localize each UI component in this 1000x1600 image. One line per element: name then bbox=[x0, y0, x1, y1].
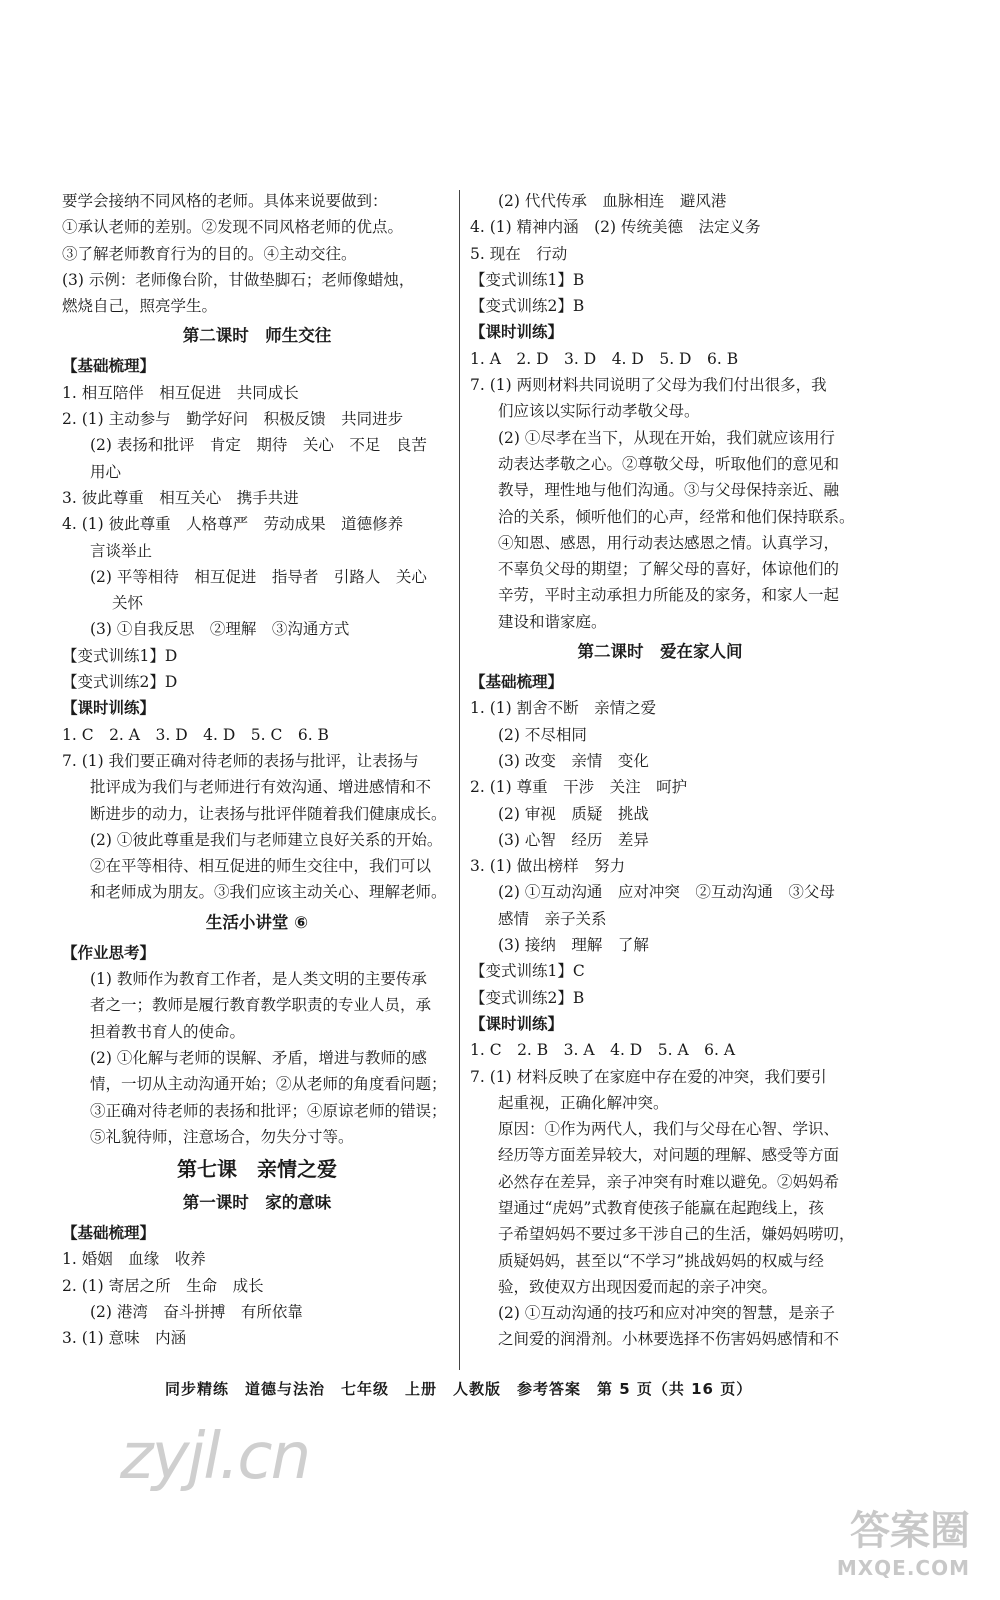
section-tag: 【基础梳理】 bbox=[62, 1224, 156, 1243]
section-heading: 第七课 亲情之爱 bbox=[177, 1157, 337, 1182]
watermark-logo: 答案圈 bbox=[850, 1508, 970, 1554]
text-line: ①承认老师的差别。②发现不同风格老师的优点。 bbox=[62, 218, 404, 237]
text-line: 不辜负父母的期望；了解父母的喜好，体谅他们的 bbox=[498, 560, 840, 579]
watermark-zyjl: zyjl.cn bbox=[120, 1420, 310, 1494]
text-line: (2) ①互动沟通的技巧和应对冲突的智慧，是亲子 bbox=[498, 1304, 835, 1323]
text-line: 1. 婚姻 血缘 收养 bbox=[62, 1250, 206, 1269]
text-line: (3) ①自我反思 ②理解 ③沟通方式 bbox=[90, 620, 350, 639]
text-line: 【变式训练1】D bbox=[62, 646, 178, 665]
text-line: (2) ①尽孝在当下，从现在开始，我们就应该用行 bbox=[498, 428, 835, 447]
text-line: 关怀 bbox=[112, 594, 144, 613]
section-tag: 【课时训练】 bbox=[62, 699, 156, 718]
text-line: 辛劳，平时主动承担力所能及的家务，和家人一起 bbox=[498, 586, 840, 605]
right-column bbox=[470, 188, 855, 1353]
text-line: (2) 平等相待 相互促进 指导者 引路人 关心 bbox=[90, 567, 427, 586]
text-line: (3) 心智 经历 差异 bbox=[498, 830, 649, 849]
section-heading: 第二课时 师生交往 bbox=[182, 326, 332, 346]
text-line: 【变式训练1】B bbox=[470, 270, 585, 289]
text-line: 建设和谐家庭。 bbox=[498, 612, 607, 631]
text-line: (2) ①彼此尊重是我们与老师建立良好关系的开始。 bbox=[90, 830, 443, 849]
watermark-url: MXQE.COM bbox=[836, 1556, 970, 1580]
text-line: 5. 现在 行动 bbox=[470, 244, 568, 263]
text-line: 1. C 2. A 3. D 4. D 5. C 6. B bbox=[62, 725, 329, 744]
text-line: 验，致使双方出现因爱而起的亲子冲突。 bbox=[498, 1277, 778, 1296]
text-line: 4. (1) 精神内涵 (2) 传统美德 法定义务 bbox=[470, 218, 761, 237]
text-line: 1. (1) 割舍不断 亲情之爱 bbox=[470, 699, 657, 718]
text-line: ②在平等相待、相互促进的师生交往中，我们可以 bbox=[90, 857, 432, 876]
section-heading: 第二课时 爱在家人间 bbox=[577, 642, 743, 662]
text-line: 【变式训练2】D bbox=[62, 673, 178, 692]
text-line: (3) 接纳 理解 了解 bbox=[498, 936, 649, 955]
text-line: (1) 教师作为教育工作者，是人类文明的主要传承 bbox=[90, 970, 427, 989]
section-tag: 【课时训练】 bbox=[470, 323, 564, 342]
text-line: (3) 示例：老师像台阶，甘做垫脚石；老师像蜡烛， bbox=[62, 270, 415, 289]
text-line: 【变式训练1】C bbox=[470, 962, 585, 981]
text-line: ③了解老师教育行为的目的。④主动交往。 bbox=[62, 244, 357, 263]
text-line: ⑤礼貌待师，注意场合，勿失分寸等。 bbox=[90, 1127, 354, 1146]
text-line: 批评成为我们与老师进行有效沟通、增进感情和不 bbox=[90, 778, 432, 797]
text-line: ③正确对待老师的表扬和批评；④原谅老师的错误； bbox=[90, 1101, 447, 1120]
text-line: 1. C 2. B 3. A 4. D 5. A 6. A bbox=[470, 1041, 736, 1060]
text-line: 望通过“虎妈”式教育使孩子能赢在起跑线上，孩 bbox=[498, 1198, 824, 1217]
text-line: 要学会接纳不同风格的老师。具体来说要做到： bbox=[62, 192, 388, 210]
text-line: 断进步的动力，让表扬与批评伴随着我们健康成长。 bbox=[90, 804, 447, 823]
text-line: 7. (1) 我们要正确对待老师的表扬与批评，让表扬与 bbox=[62, 751, 419, 770]
text-line: 1. A 2. D 3. D 4. D 5. D 6. B bbox=[470, 349, 739, 368]
text-line: (2) 不尽相同 bbox=[498, 725, 587, 744]
section-tag: 【基础梳理】 bbox=[62, 357, 156, 376]
text-line: 洽的关系，倾听他们的心声，经常和他们保持联系。 bbox=[498, 507, 855, 526]
text-line: (2) ①化解与老师的误解、矛盾，增进与教师的感 bbox=[90, 1048, 427, 1067]
text-line: 7. (1) 两则材料共同说明了父母为我们付出很多，我 bbox=[470, 376, 827, 395]
section-tag: 【课时训练】 bbox=[470, 1014, 564, 1033]
text-line: 之间爱的润滑剂。小林要选择不伤害妈妈感情和不 bbox=[498, 1330, 840, 1349]
section-tag: 【基础梳理】 bbox=[470, 673, 564, 692]
section-tag: 【作业思考】 bbox=[62, 943, 156, 962]
text-line: (2) 审视 质疑 挑战 bbox=[498, 804, 649, 823]
text-line: 和老师成为朋友。③我们应该主动关心、理解老师。 bbox=[90, 883, 447, 902]
text-line: 3. (1) 做出榜样 努力 bbox=[470, 857, 626, 876]
text-line: 用心 bbox=[90, 462, 122, 481]
text-line: 们应该以实际行动孝敬父母。 bbox=[498, 402, 700, 421]
text-line: (2) 表扬和批评 肯定 期待 关心 不足 良苦 bbox=[90, 436, 427, 455]
text-line: 2. (1) 寄居之所 生命 成长 bbox=[62, 1276, 264, 1295]
text-line: 3. (1) 意味 内涵 bbox=[62, 1329, 187, 1348]
left-column bbox=[62, 188, 452, 1352]
text-line: 担着教书育人的使命。 bbox=[90, 1022, 246, 1041]
text-line: 经历等方面差异较大，对问题的理解、感受等方面 bbox=[498, 1146, 840, 1165]
text-line: 4. (1) 彼此尊重 人格尊严 劳动成果 道德修养 bbox=[62, 515, 404, 534]
text-line: 教导，理性地与他们沟通。③与父母保持亲近、融 bbox=[498, 481, 840, 500]
text-line: 质疑妈妈，甚至以“不学习”挑战妈妈的权威与经 bbox=[498, 1251, 824, 1270]
text-line: 3. 彼此尊重 相互关心 携手共进 bbox=[62, 488, 299, 507]
page-footer: 同步精练 道德与法治 七年级 上册 人教版 参考答案 第 5 页（共 16 页） bbox=[165, 1380, 753, 1398]
text-line: 情，一切从主动沟通开始；②从老师的角度看问题； bbox=[90, 1075, 447, 1094]
text-line: 1. 相互陪伴 相互促进 共同成长 bbox=[62, 383, 299, 402]
text-line: 7. (1) 材料反映了在家庭中存在爱的冲突，我们要引 bbox=[470, 1067, 827, 1086]
text-line: 燃烧自己，照亮学生。 bbox=[62, 297, 218, 316]
text-line: ④知恩、感恩，用行动表达感恩之情。认真学习， bbox=[498, 533, 840, 552]
text-line: 【变式训练2】B bbox=[470, 988, 585, 1007]
text-line: (2) ①互动沟通 应对冲突 ②互动沟通 ③父母 bbox=[498, 883, 835, 902]
text-line: 2. (1) 尊重 干涉 关注 呵护 bbox=[470, 778, 688, 797]
text-line: 子希望妈妈不要过多干涉自己的生活，嫌妈妈唠叨， bbox=[498, 1225, 855, 1244]
text-line: 【变式训练2】B bbox=[470, 297, 585, 316]
text-line: 起重视，正确化解冲突。 bbox=[498, 1093, 669, 1112]
text-line: 言谈举止 bbox=[90, 541, 153, 560]
section-heading: 生活小讲堂 ⑥ bbox=[205, 912, 309, 932]
text-line: (2) 港湾 奋斗拼搏 有所依靠 bbox=[90, 1302, 303, 1321]
text-line: 感情 亲子关系 bbox=[498, 909, 607, 928]
text-line: (2) 代代传承 血脉相连 避风港 bbox=[498, 192, 727, 210]
text-line: 2. (1) 主动参与 勤学好问 积极反馈 共同进步 bbox=[62, 410, 404, 429]
section-heading: 第一课时 家的意味 bbox=[182, 1193, 332, 1213]
text-line: (3) 改变 亲情 变化 bbox=[498, 751, 649, 770]
text-line: 原因：①作为两代人，我们与父母在心智、学识、 bbox=[498, 1120, 840, 1139]
text-line: 者之一；教师是履行教育教学职责的专业人员，承 bbox=[90, 996, 432, 1015]
text-line: 动表达孝敬之心。②尊敬父母，听取他们的意见和 bbox=[498, 454, 840, 473]
column-divider bbox=[459, 190, 460, 1370]
text-line: 必然存在差异，亲子冲突有时难以避免。②妈妈希 bbox=[498, 1172, 840, 1191]
watermark-mxqe bbox=[810, 1499, 970, 1580]
